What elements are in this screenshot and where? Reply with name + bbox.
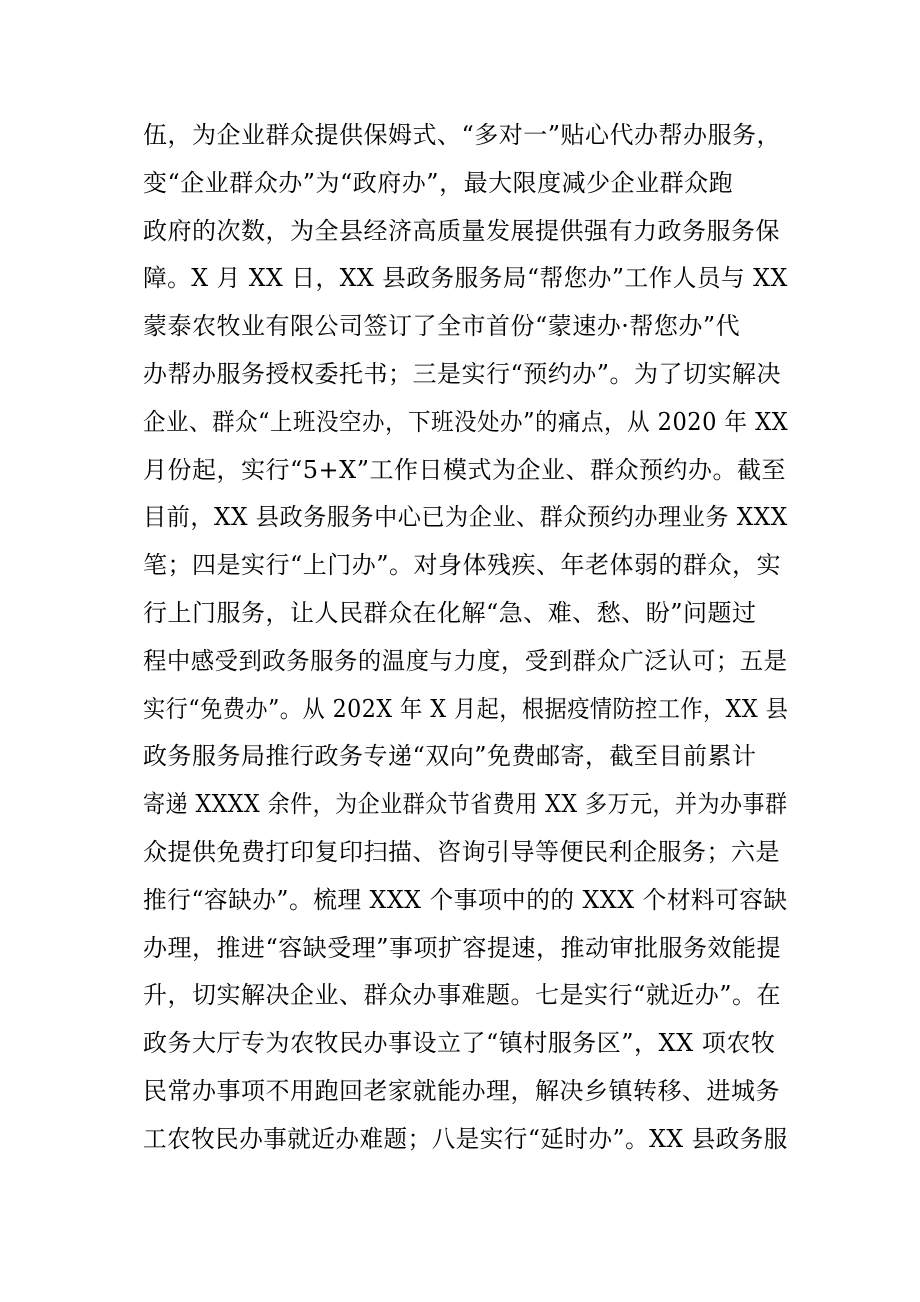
text-line: 蒙泰农牧业有限公司签订了全市首份“蒙速办·帮您办”代 xyxy=(143,312,741,341)
text-line: 民常办事项不用跑回老家就能办理，解决乡镇转移、进城务 xyxy=(143,1076,780,1105)
text-line: 政府的次数，为全县经济高质量发展提供强有力政务服务保 xyxy=(143,216,780,245)
text-line: 障。X 月 XX 日，XX 县政务服务局“帮您办”工作人员与 XX xyxy=(143,264,788,293)
text-line: 笔；四是实行“上门办”。对身体残疾、年老体弱的群众，实 xyxy=(143,551,782,580)
text-line: 政务大厅专为农牧民办事设立了“镇村服务区”，XX 项农牧 xyxy=(143,1029,776,1058)
text-line: 程中感受到政务服务的温度与力度，受到群众广泛认可；五是 xyxy=(143,646,788,675)
text-line: 政务服务局推行政务专递“双向”免费邮寄，截至目前累计 xyxy=(143,742,757,771)
text-line: 办帮办服务授权委托书；三是实行“预约办”。为了切实解决 xyxy=(143,359,782,388)
text-line: 目前，XX 县政务服务中心已为企业、群众预约办理业务 XXX xyxy=(143,503,788,532)
body-paragraph xyxy=(143,112,789,1164)
text-line: 实行“免费办”。从 202X 年 X 月起，根据疫情防控工作，XX 县 xyxy=(143,694,789,723)
text-line: 变“企业群众办”为“政府办”，最大限度减少企业群众跑 xyxy=(143,168,734,197)
text-line: 工农牧民办事就近办难题；八是实行“延时办”。XX 县政务服 xyxy=(143,1124,788,1153)
text-line: 行上门服务，让人民群众在化解“急、难、愁、盼”问题过 xyxy=(143,598,757,627)
text-line: 企业、群众“上班没空办，下班没处办”的痛点，从 2020 年 XX xyxy=(143,407,789,436)
text-line: 寄递 XXXX 余件，为企业群众节省费用 XX 多万元，并为办事群 xyxy=(143,790,788,819)
text-line: 月份起，实行“5+X”工作日模式为企业、群众预约办。截至 xyxy=(143,455,787,484)
text-line: 伍，为企业群众提供保姆式、“多对一”贴心代办帮办服务， xyxy=(143,121,782,149)
text-line: 众提供免费打印复印扫描、咨询引导等便民利企服务；六是 xyxy=(143,837,780,866)
text-line: 推行“容缺办”。梳理 XXX 个事项中的的 XXX 个材料可容缺 xyxy=(143,885,788,914)
text-line: 办理，推进“容缺受理”事项扩容提速，推动审批服务效能提 xyxy=(143,933,782,962)
text-line: 升，切实解决企业、群众办事难题。七是实行“就近办”。在 xyxy=(143,981,782,1010)
